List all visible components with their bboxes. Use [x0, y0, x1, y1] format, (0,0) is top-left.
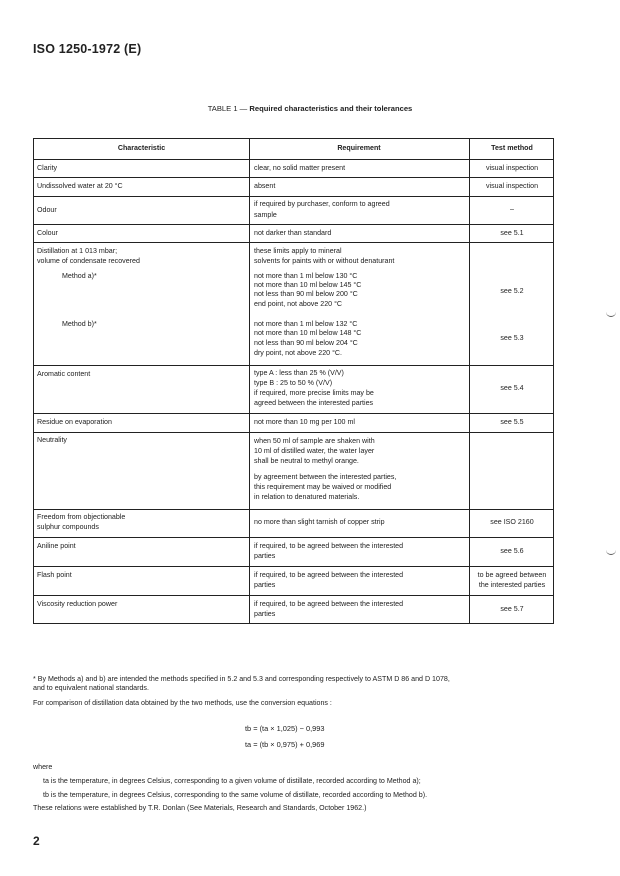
header-characteristic: Characteristic [117, 144, 166, 152]
flash-method-line2: the interested parties [478, 581, 546, 589]
colour-requirement: not darker than standard [254, 229, 332, 237]
distillation-note-line2: solvents for paints with or without denaturant [254, 257, 395, 265]
row-divider [34, 537, 553, 538]
water-method: visual inspection [485, 182, 539, 190]
column-divider [249, 139, 250, 623]
method-b-limit-4: dry point, not above 220 °C. [254, 349, 343, 357]
clarity-characteristic: Clarity [37, 164, 58, 172]
residue-method: see 5.5 [500, 418, 524, 426]
distillation-characteristic-line2: volume of condensate recovered [37, 257, 140, 265]
residue-characteristic: Residue on evaporation [37, 418, 112, 426]
colour-method: see 5.1 [500, 229, 524, 237]
table-title [0, 104, 620, 113]
method-b-label: Method b)* [62, 320, 97, 328]
viscosity-method: see 5.7 [500, 605, 524, 613]
footnote-line1: * By Methods a) and b) are intended the methods specified in 5.2 and 5.3 and corresponding respectively to ASTM D 86 and D 1078, [33, 675, 450, 683]
odour-requirement-line2: sample [254, 211, 277, 219]
colour-characteristic: Colour [37, 229, 58, 237]
aromatic-method: see 5.4 [500, 384, 524, 392]
source-note: These relations were established by T.R. Donlan (See Materials, Research and Standards, October 1962.) [33, 804, 367, 812]
flash-requirement-line1: if required, to be agreed between the interested [254, 571, 404, 579]
comparison-text: For comparison of distillation data obtained by the two methods, use the conversion equations : [33, 699, 332, 707]
method-b-limit-2: not more than 10 ml below 148 °C [254, 329, 362, 337]
method-a-limit-3: not less than 90 ml below 200 °C [254, 290, 358, 298]
tb-definition: tb is the temperature, in degrees Celsius, corresponding to the same volume of distillate, recorded according to Method b). [43, 791, 428, 799]
row-divider [34, 242, 553, 243]
sulphur-method: see ISO 2160 [490, 518, 534, 526]
method-a-label: Method a)* [62, 272, 97, 280]
method-a-limit-2: not more than 10 ml below 145 °C [254, 281, 362, 289]
aromatic-requirement-2: type B : 25 to 50 % (V/V) [254, 379, 333, 387]
clarity-method: visual inspection [485, 164, 539, 172]
document-id: ISO 1250-1972 (E) [33, 42, 142, 56]
aniline-characteristic: Aniline point [37, 542, 76, 550]
method-a-limit-4: end point, not above 220 °C [254, 300, 343, 308]
odour-requirement-line1: if required by purchaser, conform to agreed [254, 200, 390, 208]
aniline-requirement-line2: parties [254, 552, 276, 560]
aniline-requirement-line1: if required, to be agreed between the interested [254, 542, 404, 550]
method-a-limit-1: not more than 1 ml below 130 °C [254, 272, 358, 280]
equation-2: ta = (tb × 0,975) + 0,969 [245, 740, 325, 749]
aromatic-requirement-3: if required, more precise limits may be [254, 389, 374, 397]
where-label: where [33, 763, 53, 771]
method-a-reference: see 5.2 [500, 287, 524, 295]
header-test-method: Test method [491, 144, 533, 152]
neutrality-requirement-3: shall be neutral to methyl orange. [254, 457, 359, 465]
aromatic-requirement-1: type A : less than 25 % (V/V) [254, 369, 344, 377]
row-divider [34, 177, 553, 178]
distillation-note-line1: these limits apply to mineral [254, 247, 342, 255]
neutrality-characteristic: Neutrality [37, 436, 67, 444]
method-b-limit-1: not more than 1 ml below 132 °C [254, 320, 358, 328]
characteristics-table [33, 138, 554, 624]
aromatic-characteristic: Aromatic content [37, 370, 91, 378]
sulphur-characteristic-line1: Freedom from objectionable [37, 513, 126, 521]
aniline-method: see 5.6 [500, 547, 524, 555]
flash-characteristic: Flash point [37, 571, 72, 579]
row-divider [34, 365, 553, 366]
ta-definition: ta is the temperature, in degrees Celsius, corresponding to a given volume of distillate, recorded according to Method a); [43, 777, 421, 785]
water-requirement: absent [254, 182, 276, 190]
equation-1: tb = (ta × 1,025) − 0,993 [245, 724, 325, 733]
neutrality-requirement-4: by agreement between the interested parties, [254, 473, 397, 481]
margin-mark [606, 550, 616, 555]
viscosity-characteristic: Viscosity reduction power [37, 600, 118, 608]
residue-requirement: not more than 10 mg per 100 ml [254, 418, 355, 426]
table-title-prefix: TABLE 1 — [207, 104, 250, 113]
row-divider [34, 224, 553, 225]
water-characteristic: Undissolved water at 20 °C [37, 182, 123, 190]
neutrality-requirement-1: when 50 ml of sample are shaken with [254, 437, 375, 445]
neutrality-requirement-6: in relation to denatured materials. [254, 493, 360, 501]
table-title-main: Required characteristics and their tolerances [249, 104, 413, 113]
method-b-reference: see 5.3 [500, 334, 524, 342]
row-divider [34, 509, 553, 510]
row-divider [34, 566, 553, 567]
row-divider [34, 159, 553, 160]
flash-requirement-line2: parties [254, 581, 276, 589]
footnote-line2: and to equivalent national standards. [33, 684, 149, 692]
header-requirement: Requirement [337, 144, 381, 152]
viscosity-requirement-line2: parties [254, 610, 276, 618]
flash-method-line1: to be agreed between [477, 571, 547, 579]
neutrality-requirement-2: 10 ml of distilled water, the water layer [254, 447, 375, 455]
clarity-requirement: clear, no solid matter present [254, 164, 346, 172]
row-divider [34, 595, 553, 596]
page-number: 2 [33, 834, 40, 848]
odour-characteristic: Odour [37, 206, 57, 214]
sulphur-requirement: no more than slight tarnish of copper strip [254, 518, 385, 526]
margin-mark [606, 312, 616, 317]
aromatic-requirement-4: agreed between the interested parties [254, 399, 374, 407]
row-divider [34, 432, 553, 433]
sulphur-characteristic-line2: sulphur compounds [37, 523, 99, 531]
neutrality-requirement-5: this requirement may be waived or modified [254, 483, 392, 491]
row-divider [34, 413, 553, 414]
method-b-limit-3: not less than 90 ml below 204 °C [254, 339, 358, 347]
viscosity-requirement-line1: if required, to be agreed between the interested [254, 600, 404, 608]
row-divider [34, 196, 553, 197]
distillation-characteristic-line1: Distillation at 1 013 mbar; [37, 247, 118, 255]
odour-method: – [510, 205, 514, 213]
